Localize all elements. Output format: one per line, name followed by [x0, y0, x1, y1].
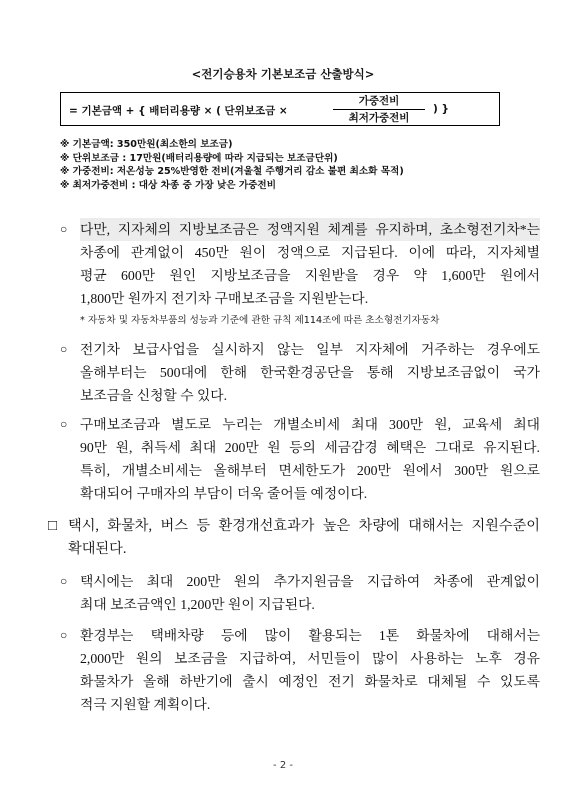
paragraph-commercial-vehicles: [48, 515, 540, 561]
paragraph-taxi: [60, 570, 540, 616]
paragraph-line: 차종에 관계없이 450만 원이 정액으로 지급된다. 이에 따라, 지자체별: [80, 245, 540, 260]
formula-title: <전기승용차 기본보조금 산출방식>: [191, 67, 375, 81]
paragraph-truck: [60, 624, 540, 716]
paragraph-line: 올해부터는 500대에 한해 한국환경공단을 통해 지방보조금없이 국가: [80, 365, 540, 380]
bullet-circle-icon: ○: [60, 574, 68, 588]
paragraph-line: 화물차가 올해 하반기에 출시 예정인 전기 화물차로 대체될 수 있도록: [80, 674, 540, 689]
fraction-denominator: 최저가중전비: [348, 112, 410, 124]
formula-left: = 기본금액 + { 배터리용량 × ( 단위보조금 ×: [69, 105, 288, 117]
fraction-bar: [333, 109, 425, 110]
paragraph-line: 다만, 지자체의 지방보조금은 정액지원 체계를 유지하며, 초소형전기차*는: [80, 218, 540, 241]
formula-notes: [60, 138, 540, 192]
bullet-circle-icon: ○: [60, 628, 68, 642]
paragraph-line: 전기차 보급사업을 실시하지 않는 일부 지자체에 거주하는 경우에도: [80, 342, 540, 357]
paragraph-line: 1,800만 원까지 전기차 구매보조금을 지원받는다.: [80, 291, 369, 306]
formula-right: ) }: [433, 103, 449, 115]
paragraph-line: 택시에는 최대 200만 원의 추가지원금을 지급하여 차종에 관계없이: [80, 574, 540, 589]
paragraph-line: 적극 지원할 계획이다.: [80, 697, 211, 712]
paragraph-tax-benefits: [60, 413, 540, 505]
paragraph-line: 구매보조금과 별도로 누리는 개별소비세 최대 300만 원, 교육세 최대: [80, 417, 540, 432]
bullet-circle-icon: ○: [60, 222, 68, 236]
paragraph-line: 확대되어 구매자의 부담이 더욱 줄어들 예정이다.: [80, 486, 368, 501]
bullet-circle-icon: ○: [60, 417, 68, 431]
formula-fraction: [333, 94, 425, 125]
paragraph-local-subsidy: [60, 218, 540, 310]
footnote: * 자동차 및 자동차부품의 성능과 기준에 관한 규칙 제114조에 따른 초소형전기자동차: [80, 315, 440, 326]
paragraph-line: 90만 원, 취득세 최대 200만 원 등의 세금감경 혜택은 그대로 유지된다.: [80, 440, 540, 455]
paragraph-line: 특히, 개별소비세는 올해부터 면세한도가 200만 원에서 300만 원으로: [80, 463, 540, 478]
bullet-square-icon: □: [48, 518, 58, 534]
note-item: ※ 가중전비: 저온성능 25%반영한 전비(겨울철 주행거리 감소 불편 최소화 목적): [60, 166, 404, 177]
paragraph-line: 택시, 화물차, 버스 등 환경개선효과가 높은 차량에 대해서는 지원수준이: [68, 518, 540, 534]
paragraph-line: 2,000만 원의 보조금을 지급하여, 서민들이 많이 사용하는 노후 경유: [80, 651, 540, 666]
note-item: ※ 단위보조금 : 17만원(배터리용량에 따라 지급되는 보조금단위): [60, 152, 338, 164]
page-number: - 2 -: [273, 760, 293, 771]
paragraph-line: 환경부는 택배차량 등에 많이 활용되는 1톤 화물차에 대해서는: [80, 628, 540, 643]
paragraph-line: 평균 600만 원인 지방보조금을 지원받을 경우 약 1,600만 원에서: [80, 268, 540, 283]
fraction-numerator: 가중전비: [358, 95, 400, 107]
paragraph-line: 보조금을 신청할 수 있다.: [80, 388, 228, 403]
bullet-circle-icon: ○: [60, 342, 68, 356]
paragraph-national-subsidy: [60, 338, 540, 407]
paragraph-line: 최대 보조금액인 1,200만 원이 지급된다.: [80, 597, 315, 612]
note-item: ※ 기본금액: 350만원(최소한의 보조금): [60, 139, 233, 150]
note-item: ※ 최저가중전비 : 대상 차종 중 가장 낮은 가중전비: [60, 179, 276, 191]
formula-box: [60, 92, 500, 126]
paragraph-line: 확대된다.: [68, 541, 127, 557]
